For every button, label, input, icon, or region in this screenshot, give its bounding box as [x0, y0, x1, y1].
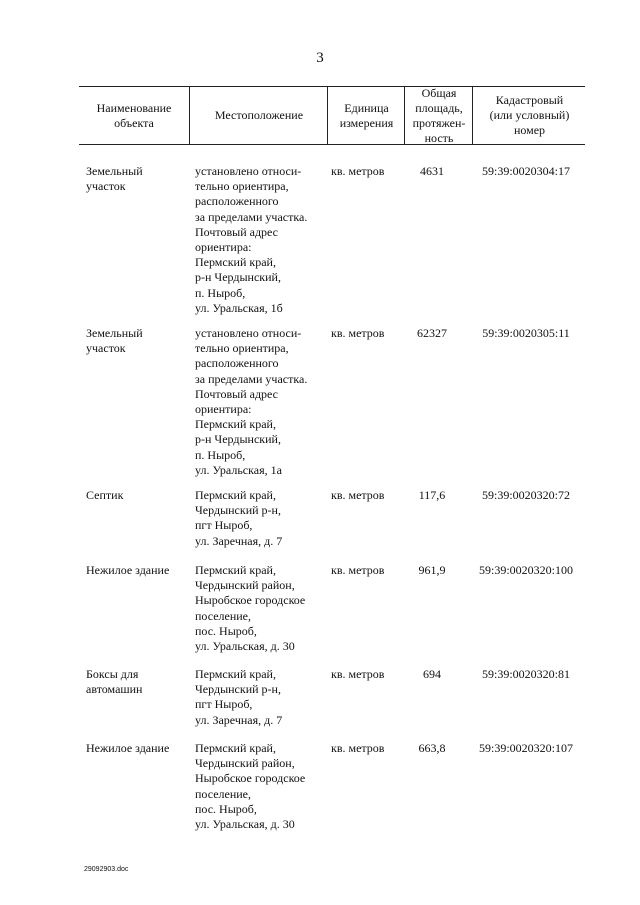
cell-name: Септик	[86, 488, 124, 502]
cell-name: Боксы для автомашин	[86, 667, 143, 697]
cell-area: 663,8	[418, 741, 446, 755]
cell-name: Нежилое здание	[86, 563, 170, 577]
cell-unit: кв. метров	[331, 563, 385, 577]
cell-area: 117,6	[418, 488, 446, 502]
cell-location: Пермский край, Чердынский район, Ныробское городское поселение, пос. Ныроб, ул. Уральская, д. 30	[195, 563, 306, 654]
header-name: Наименование объекта	[96, 100, 172, 130]
cell-location: Пермский край, Чердынский район, Ныробское городское поселение, пос. Ныроб, ул. Уральская, д. 30	[195, 741, 306, 832]
cell-location: установлено относи- тельно ориентира, расположенного за пределами участка. Почтовый адрес ориентира: Пермский край, р-н Чердынский, п. Ныроб, ул. Уральская, 1а	[195, 326, 308, 477]
page-number: 3	[316, 50, 324, 66]
header-location: Местоположение	[189, 87, 328, 144]
cell-name: Нежилое здание	[86, 741, 170, 755]
document-filename: 29092903.doc	[84, 866, 129, 873]
cell-cadastral: 59:39:0020304:17	[481, 164, 570, 178]
cell-name: Земельный участок	[86, 164, 143, 194]
header-unit: Единица измерения	[327, 87, 405, 144]
cell-area: 694	[423, 667, 441, 681]
cell-location: Пермский край, Чердынский р-н, пгт Ныроб, ул. Заречная, д. 7	[195, 667, 283, 727]
cell-cadastral: 59:39:0020305:11	[482, 326, 570, 340]
cell-location: Пермский край, Чердынский р-н, пгт Ныроб, ул. Заречная, д. 7	[195, 488, 283, 548]
cell-cadastral: 59:39:0020320:81	[481, 667, 570, 681]
cell-name: Земельный участок	[86, 326, 143, 356]
cell-area: 62327	[417, 326, 447, 340]
cell-cadastral: 59:39:0020320:100	[478, 563, 573, 577]
cell-unit: кв. метров	[331, 667, 385, 681]
cell-cadastral: 59:39:0020320:72	[481, 488, 570, 502]
table-header	[79, 86, 585, 145]
cell-area: 961,9	[418, 563, 446, 577]
cell-unit: кв. метров	[331, 164, 385, 178]
header-cadastral: Кадастровый (или условный) номер	[472, 87, 586, 144]
cell-area: 4631	[420, 164, 444, 178]
cell-unit: кв. метров	[331, 326, 385, 340]
header-area: Общая площадь, протяжен- ность	[404, 87, 473, 144]
cell-unit: кв. метров	[331, 741, 385, 755]
cell-location: установлено относи- тельно ориентира, расположенного за пределами участка. Почтовый адрес ориентира: Пермский край, р-н Чердынский, п. Ныроб, ул. Уральская, 1б	[195, 164, 308, 315]
cell-cadastral: 59:39:0020320:107	[478, 741, 573, 755]
cell-unit: кв. метров	[331, 488, 385, 502]
